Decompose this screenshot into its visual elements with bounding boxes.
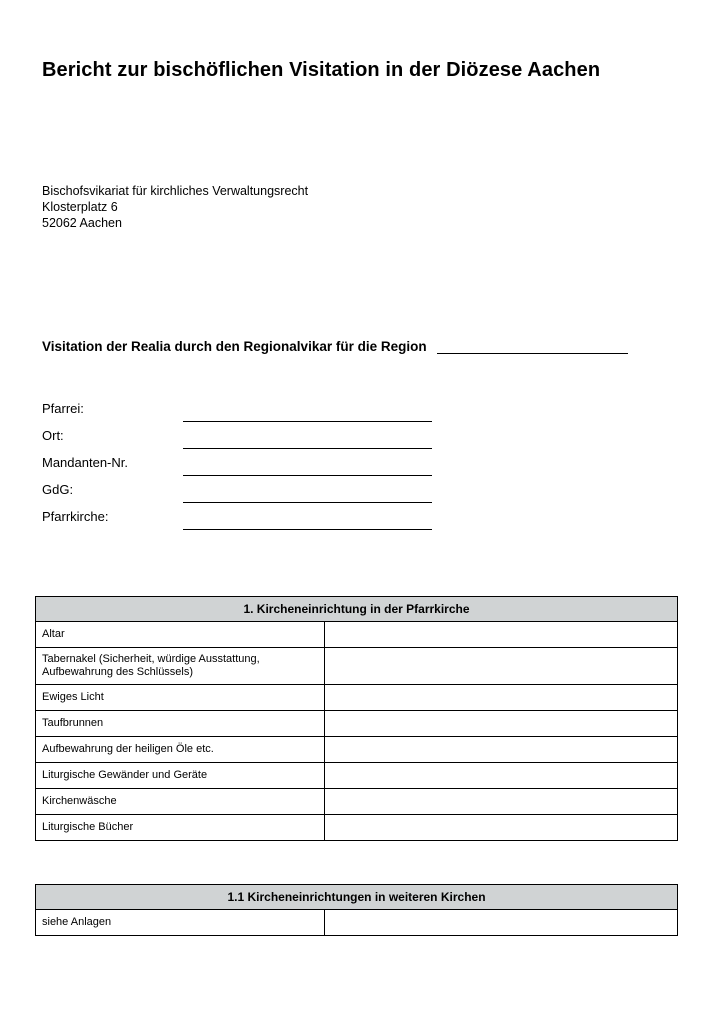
row-value-liturgische-buecher[interactable] (325, 815, 678, 841)
field-label-pfarrei: Pfarrei: (42, 401, 84, 416)
table-row (36, 737, 678, 763)
address-block (42, 183, 308, 231)
table-row (36, 789, 678, 815)
row-label-taufbrunnen: Taufbrunnen (36, 711, 325, 737)
section1-table (35, 596, 678, 841)
row-label-altar: Altar (36, 622, 325, 648)
row-value-gewaender-geraete[interactable] (325, 763, 678, 789)
field-line-ort[interactable] (183, 448, 432, 449)
row-value-tabernakel[interactable] (325, 648, 678, 685)
field-line-mandanten-nr[interactable] (183, 475, 432, 476)
field-line-gdg[interactable] (183, 502, 432, 503)
field-line-pfarrei[interactable] (183, 421, 432, 422)
row-label-gewaender-geraete: Liturgische Gewänder und Geräte (36, 763, 325, 789)
table-row (36, 648, 678, 685)
region-blank-field[interactable] (437, 339, 628, 354)
row-value-heilige-oele[interactable] (325, 737, 678, 763)
row-value-kirchenwaesche[interactable] (325, 789, 678, 815)
row-label-liturgische-buecher: Liturgische Bücher (36, 815, 325, 841)
row-label-heilige-oele: Aufbewahrung der heiligen Öle etc. (36, 737, 325, 763)
region-label: Visitation der Realia durch den Regionalvikar für die Region (42, 339, 427, 354)
address-line-city: 52062 Aachen (42, 216, 122, 230)
field-label-mandanten-nr: Mandanten-Nr. (42, 455, 128, 470)
row-value-altar[interactable] (325, 622, 678, 648)
field-label-pfarrkirche: Pfarrkirche: (42, 509, 109, 524)
table-row (36, 910, 678, 936)
table-row (36, 815, 678, 841)
section1-1-heading: 1.1 Kircheneinrichtungen in weiteren Kirchen (36, 885, 678, 910)
document-title: Bericht zur bischöflichen Visitation in der Diözese Aachen (42, 59, 601, 81)
region-line (42, 339, 628, 354)
field-label-gdg: GdG: (42, 482, 74, 497)
address-line-street: Klosterplatz 6 (42, 200, 118, 214)
field-line-pfarrkirche[interactable] (183, 529, 432, 530)
row-label-tabernakel: Tabernakel (Sicherheit, würdige Ausstattung, Aufbewahrung des Schlüssels) (36, 648, 325, 685)
section1-heading: 1. Kircheneinrichtung in der Pfarrkirche (36, 597, 678, 622)
row-label-siehe-anlagen: siehe Anlagen (36, 910, 325, 936)
table-row (36, 622, 678, 648)
table-row (36, 711, 678, 737)
row-value-taufbrunnen[interactable] (325, 711, 678, 737)
section1-1-table (35, 884, 678, 936)
row-label-ewiges-licht: Ewiges Licht (36, 685, 325, 711)
table-row (36, 685, 678, 711)
row-value-siehe-anlagen[interactable] (325, 910, 678, 936)
field-label-ort: Ort: (42, 428, 64, 443)
row-label-kirchenwaesche: Kirchenwäsche (36, 789, 325, 815)
address-line-office: Bischofsvikariat für kirchliches Verwaltungsrecht (42, 184, 309, 198)
table-row (36, 763, 678, 789)
row-value-ewiges-licht[interactable] (325, 685, 678, 711)
